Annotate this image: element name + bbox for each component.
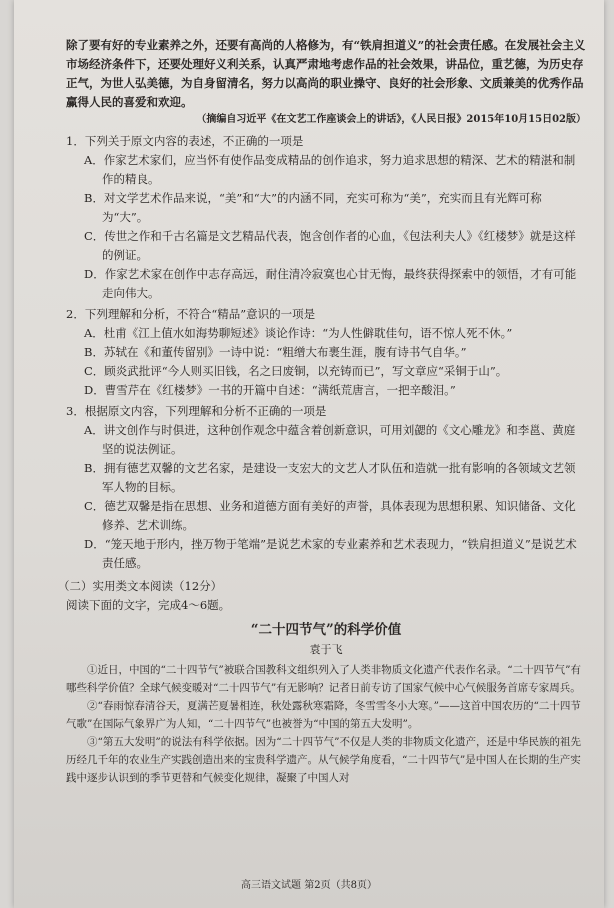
page-content [58,36,586,787]
question-stem: 2．下列理解和分析，不符合“精品”意识的一项是 [66,307,316,321]
section-heading: （二）实用类文本阅读（12分） [58,579,223,593]
exam-page [14,0,604,908]
article-paragraph-3: ③“第五大发明”的说法有科学依据。因为“二十四节气”不仅是人类的非物质文化遗产，还是中华民族的祖先历经几千年的农业生产实践创造出来的宝贵科学遗产。从气候学角度看，“二十四节气”是中国人在长期的生产实践中逐步认识到的季节更替和气候变化规律，凝聚了中国人对 [66,736,581,784]
option-c: C．传世之作和千古名篇是文艺精品代表，饱含创作者的心血，《包法利夫人》《红楼梦》就是这样的例证。 [84,229,576,262]
article-author: 袁于飞 [309,643,343,656]
option-d: D．“笼天地于形内，挫万物于笔端”是说艺术家的专业素养和艺术表现力，“铁肩担道义”是说艺术责任感。 [84,537,577,570]
article-title: “二十四节气”的科学价值 [250,622,402,638]
question-2 [66,305,586,400]
source-citation: （摘编自习近平《在文艺工作座谈会上的讲话》，《人民日报》2015年10月15日02版） [196,114,586,125]
option-a: A．作家艺术家们，应当怀有使作品变成精品的创作追求，努力追求思想的精深、艺术的精湛和制作的精良。 [84,153,576,186]
option-b: B．拥有德艺双馨的文艺名家，是建设一支宏大的文艺人才队伍和造就一批有影响的各领域文艺领军人物的目标。 [84,461,576,494]
option-d: D．作家艺术家在创作中志存高远，耐住清冷寂寞也心甘无悔，最终获得探索中的领悟，才有可能走向伟大。 [84,267,577,300]
option-a: A．讲文创作与时俱进，这种创作观念中蕴含着创新意识，可用刘勰的《文心雕龙》和李邕、黄庭坚的说法例证。 [84,423,576,456]
option-c: C．顾炎武批评“今人则买旧钱，名之曰废铜，以充铸而已”，写文章应“采铜于山”。 [84,364,508,378]
option-d: D．曹雪芹在《红楼梦》一书的开篇中自述：“满纸荒唐言，一把辛酸泪。” [84,383,456,397]
option-b: B．苏轼在《和董传留别》一诗中说：“粗缯大布裹生涯，腹有诗书气自华。” [84,345,467,359]
question-stem: 1．下列关于原文内容的表述，不正确的一项是 [66,134,304,148]
question-1 [66,132,586,303]
article-paragraph-1: ①近日，中国的“二十四节气”被联合国教科文组织列入了人类非物质文化遗产代表作名录。“二十四节气”有哪些科学价值？全球气候变暖对“二十四节气”有无影响？记者日前专访了国家气候中心气候服务首席专家周兵。 [66,664,581,694]
option-c: C．德艺双馨是指在思想、业务和道德方面有美好的声誉，具体表现为思想积累、知识储备、文化修养、艺术训练。 [84,499,576,532]
option-a: A．杜甫《江上值水如海势聊短述》谈论作诗：“为人性僻耽佳句，语不惊人死不休。” [84,326,513,340]
page-footer: 高三语文试题 第2页（共8页） [241,880,377,891]
question-stem: 3．根据原文内容，下列理解和分析不正确的一项是 [66,404,327,418]
top-paragraph: 除了要有好的专业素养之外，还要有高尚的人格修为，有“铁肩担道义”的社会责任感。在发展社会主义市场经济条件下，还要处理好义利关系，认真严肃地考虑作品的社会效果，讲品位，重艺德，为历史存正气，为世人弘美德，为自身留清名，努力以高尚的职业操守、良好的社会形象、文质兼美的优秀作品赢得人民的喜爱和欢迎。 [66,38,586,109]
article-paragraph-2: ②“春雨惊春清谷天，夏满芒夏暑相连，秋处露秋寒霜降，冬雪雪冬小大寒。”——这首中国农历的“二十四节气歌”在国际气象界广为人知，“二十四节气”也被誉为“中国的第五大发明”。 [66,700,581,730]
question-3 [66,402,586,573]
option-b: B．对文学艺术作品来说，“美”和“大”的内涵不同，充实可称为“美”，充实而且有光辉可称为“大”。 [84,191,542,224]
reading-instruction: 阅读下面的文字，完成4～6题。 [66,598,231,612]
